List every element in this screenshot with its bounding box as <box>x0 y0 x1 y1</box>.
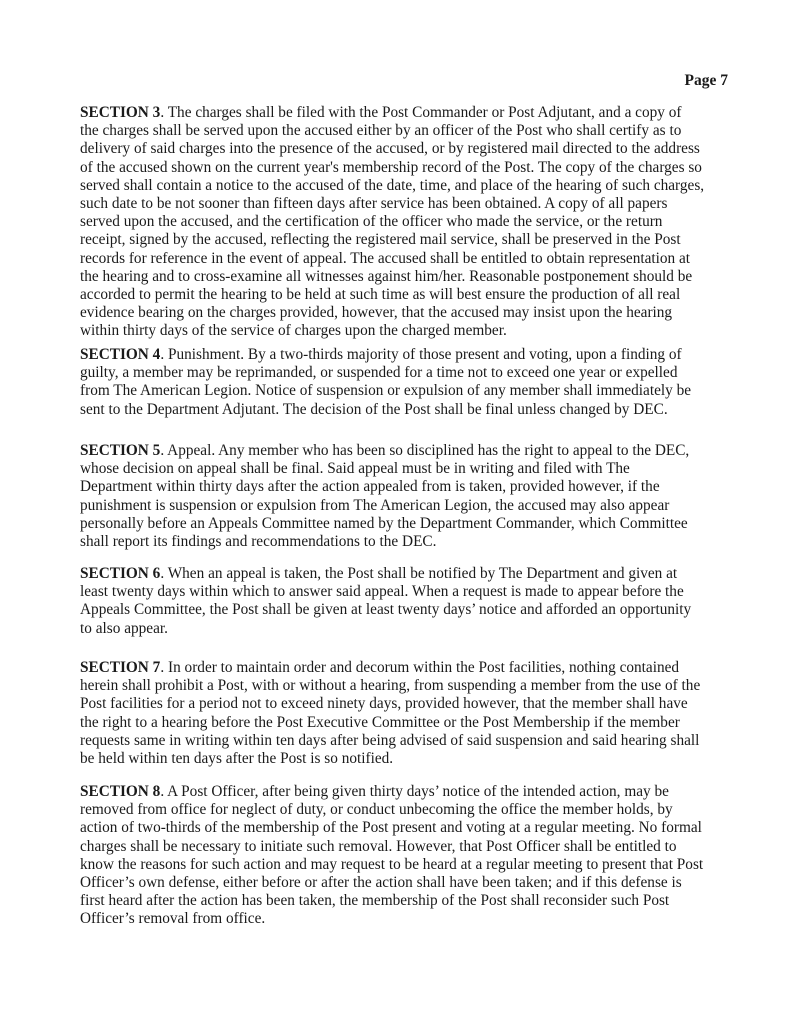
text-line: Officer’s own defense, either before or after the action shall have been taken; and if this defense is <box>80 874 682 892</box>
section-heading: SECTION 7 <box>80 659 161 676</box>
page-number: Page 7 <box>684 72 728 89</box>
text-line: accorded to permit the hearing to be held at such time as will best ensure the production of all real <box>80 286 681 304</box>
text-line: evidence bearing on the charges provided, however, that the accused may insist upon the hearing <box>80 304 673 322</box>
section-4 <box>80 346 720 419</box>
text-line: SECTION 4. Punishment. By a two-thirds majority of those present and voting, upon a finding of <box>80 346 682 363</box>
text-line: Appeals Committee, the Post shall be given at least twenty days’ notice and afforded an opportunity <box>80 601 692 619</box>
text-line: first heard after the action has been taken, the membership of the Post shall reconsider such Post <box>80 892 670 910</box>
text-line: served upon the accused, and the certification of the officer who made the service, or the return <box>80 213 663 231</box>
text-line: action of two-thirds of the membership of the Post present and voting at a regular meeting. No formal <box>80 819 702 837</box>
text-line: SECTION 3. The charges shall be filed with the Post Commander or Post Adjutant, and a copy of <box>80 104 682 121</box>
text-line: personally before an Appeals Committee named by the Department Commander, which Committee <box>80 514 688 532</box>
text-line: know the reasons for such action and may request to be heard at a regular meeting to present that Post <box>80 855 704 873</box>
section-8 <box>80 783 720 929</box>
section-heading: SECTION 5 <box>80 442 161 459</box>
text-line: Officer’s removal from office. <box>80 910 266 928</box>
text-line: least twenty days within which to answer said appeal. When a request is made to appear before the <box>80 583 684 601</box>
section-6 <box>80 565 720 638</box>
text-line: to also appear. <box>80 619 168 637</box>
text-line: punishment is suspension or expulsion from The American Legion, the accused may also appear <box>80 496 670 514</box>
section-heading: SECTION 3 <box>80 104 161 121</box>
text-line: the right to a hearing before the Post Executive Committee or the Post Membership if the member <box>80 713 680 731</box>
text-line: removed from office for neglect of duty, or conduct unbecoming the office the member holds, by <box>80 801 673 819</box>
text-line: delivery of said charges into the presence of the accused, or by registered mail directed to the address <box>80 140 700 158</box>
text-line: within thirty days of the service of charges upon the charged member. <box>80 322 507 340</box>
text-line: Post facilities for a period not to exceed ninety days, provided however, that the member shall have <box>80 695 688 713</box>
text-line: the hearing and to cross-examine all witnesses against him/her. Reasonable postponement should be <box>80 267 693 285</box>
text-line: receipt, signed by the accused, reflecting the registered mail service, shall be preserved in the Post <box>80 231 681 249</box>
text-line: served shall contain a notice to the accused of the date, time, and place of the hearing of such charges, <box>80 176 705 194</box>
text-line: such date to be not sooner than fifteen days after service has been obtained. A copy of all papers <box>80 195 668 213</box>
text-line: SECTION 7. In order to maintain order and decorum within the Post facilities, nothing contained <box>80 659 680 676</box>
text-line: charges shall be necessary to initiate such removal. However, that Post Officer shall be entitled to <box>80 837 677 855</box>
text-line: records for reference in the event of appeal. The accused shall be entitled to obtain representation at <box>80 249 691 267</box>
text-line: herein shall prohibit a Post, with or without a hearing, from suspending a member from the use of the <box>80 677 701 695</box>
section-heading: SECTION 4 <box>80 346 161 363</box>
text-line: from The American Legion. Notice of suspension or expulsion of any member shall immediately be <box>80 382 692 400</box>
text-line: SECTION 8. A Post Officer, after being given thirty days’ notice of the intended action, may be <box>80 783 669 800</box>
section-heading: SECTION 8 <box>80 783 161 800</box>
section-3 <box>80 104 720 341</box>
text-line: Department within thirty days after the action appealed from is taken, provided however, if the <box>80 478 660 496</box>
text-line: shall report its findings and recommendations to the DEC. <box>80 533 437 551</box>
text-line: requests same in writing within ten days after being advised of said suspension and said hearing shall <box>80 731 700 749</box>
text-line: SECTION 5. Appeal. Any member who has been so disciplined has the right to appeal to the DEC, <box>80 442 690 459</box>
text-line: be held within ten days after the Post is so notified. <box>80 750 394 768</box>
text-line: whose decision on appeal shall be final. Said appeal must be in writing and filed with The <box>80 460 630 478</box>
section-heading: SECTION 6 <box>80 565 161 582</box>
section-7 <box>80 659 720 768</box>
text-line: sent to the Department Adjutant. The decision of the Post shall be final unless changed by DEC. <box>80 400 668 418</box>
text-line: guilty, a member may be reprimanded, or suspended for a time not to exceed one year or expelled <box>80 364 678 382</box>
text-line: SECTION 6. When an appeal is taken, the Post shall be notified by The Department and given at <box>80 565 678 582</box>
text-line: the charges shall be served upon the accused either by an officer of the Post who shall certify as to <box>80 122 682 140</box>
text-line: of the accused shown on the current year's membership record of the Post. The copy of the charges so <box>80 158 702 176</box>
section-5 <box>80 442 720 551</box>
